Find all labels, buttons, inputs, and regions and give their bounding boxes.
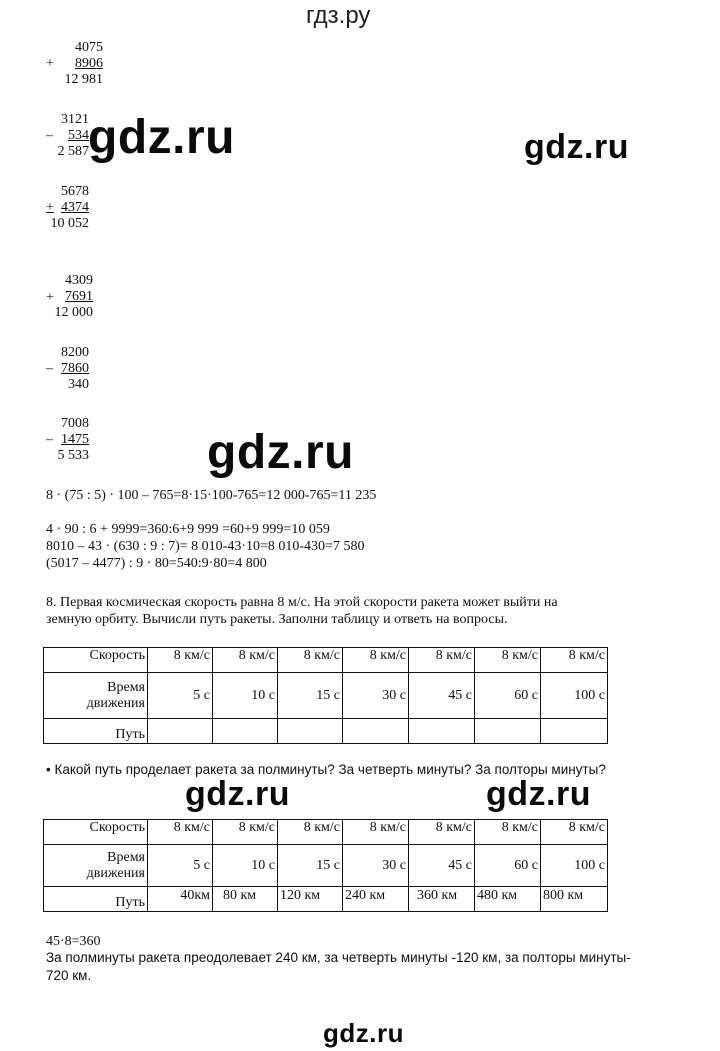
path-cell: 360 км bbox=[409, 887, 475, 912]
path-cell: 120 км bbox=[278, 887, 343, 912]
operator: + bbox=[46, 56, 54, 71]
time-cell: 5 с bbox=[148, 845, 213, 887]
path-cell-empty bbox=[213, 719, 278, 744]
operand-a: 8200 bbox=[61, 345, 89, 360]
time-cell: 10 с bbox=[213, 673, 278, 719]
watermark: gdz.ru bbox=[524, 128, 629, 166]
speed-cell: 8 км/с bbox=[409, 648, 475, 673]
watermark: gdz.ru bbox=[323, 1018, 404, 1048]
time-cell: 60 с bbox=[475, 845, 541, 887]
operand-a: 3121 bbox=[61, 112, 89, 127]
answer-calc: 45·8=360 bbox=[46, 934, 101, 949]
speed-cell: 8 км/с bbox=[148, 648, 213, 673]
operator: + bbox=[46, 200, 54, 215]
time-cell: 100 с bbox=[541, 845, 608, 887]
time-cell: 15 с bbox=[278, 673, 343, 719]
watermark: gdz.ru bbox=[185, 775, 290, 813]
path-cell: 480 км bbox=[475, 887, 541, 912]
path-cell-empty bbox=[409, 719, 475, 744]
speed-cell: 8 км/с bbox=[541, 648, 608, 673]
result: 340 bbox=[68, 377, 89, 392]
expression-line: (5017 – 4477) : 9 · 80=540:9·80=4 800 bbox=[46, 556, 267, 571]
question: • Какой путь проделает ракета за полминуты? За четверть минуты? За полторы минуты? bbox=[46, 762, 606, 777]
result: 12 981 bbox=[64, 72, 103, 87]
watermark: gdz.ru bbox=[486, 775, 591, 813]
task-text: земную орбиту. Вычисли путь ракеты. Заполни таблицу и ответь на вопросы. bbox=[46, 612, 508, 627]
path-cell: 80 км bbox=[213, 887, 278, 912]
speed-cell: 8 км/с bbox=[213, 820, 278, 845]
path-cell-empty bbox=[148, 719, 213, 744]
speed-table-filled bbox=[43, 819, 608, 912]
speed-cell: 8 км/с bbox=[475, 648, 541, 673]
operand-b: 1475 bbox=[61, 432, 89, 447]
expression-line: 8010 – 43 · (630 : 9 : 7)= 8 010-43·10=8 010-430=7 580 bbox=[46, 539, 365, 554]
operand-b: 7860 bbox=[61, 361, 89, 376]
operator: – bbox=[46, 361, 53, 376]
speed-cell: 8 км/с bbox=[278, 820, 343, 845]
operand-a: 4075 bbox=[75, 40, 103, 55]
result: 2 587 bbox=[57, 144, 89, 159]
time-cell: 45 с bbox=[409, 673, 475, 719]
speed-cell: 8 км/с bbox=[148, 820, 213, 845]
row-label-time: Время движения bbox=[44, 673, 148, 719]
row-label-path: Путь bbox=[44, 887, 148, 912]
row-label-time: Время движения bbox=[44, 845, 148, 887]
speed-cell: 8 км/с bbox=[475, 820, 541, 845]
speed-cell: 8 км/с bbox=[213, 648, 278, 673]
speed-cell: 8 км/с bbox=[278, 648, 343, 673]
row-label-path: Путь bbox=[44, 719, 148, 744]
path-cell: 800 км bbox=[541, 887, 608, 912]
result: 5 533 bbox=[57, 448, 89, 463]
operand-b: 8906 bbox=[75, 56, 103, 71]
time-cell: 100 с bbox=[541, 673, 608, 719]
speed-cell: 8 км/с bbox=[409, 820, 475, 845]
speed-table-empty bbox=[43, 647, 608, 744]
speed-cell: 8 км/с bbox=[343, 820, 409, 845]
operand-a: 7008 bbox=[61, 416, 89, 431]
path-cell-empty bbox=[278, 719, 343, 744]
path-cell-empty bbox=[343, 719, 409, 744]
watermark: gdz.ru bbox=[88, 111, 235, 164]
answer-text: 720 км. bbox=[46, 968, 92, 983]
operand-b: 534 bbox=[68, 128, 89, 143]
operator: – bbox=[46, 432, 53, 447]
row-label-speed: Скорость bbox=[44, 820, 148, 845]
answer-text: За полминуты ракета преодолевает 240 км, за четверть минуты -120 км, за полторы минуты- bbox=[46, 950, 631, 965]
path-cell-empty bbox=[475, 719, 541, 744]
time-cell: 45 с bbox=[409, 845, 475, 887]
result: 12 000 bbox=[54, 305, 93, 320]
operand-a: 5678 bbox=[61, 184, 89, 199]
operator: – bbox=[46, 128, 53, 143]
speed-cell: 8 км/с bbox=[541, 820, 608, 845]
task-text: 8. Первая космическая скорость равна 8 м/с. На этой скорости ракета может выйти на bbox=[46, 595, 558, 610]
operand-b: 7691 bbox=[65, 289, 93, 304]
time-cell: 15 с bbox=[278, 845, 343, 887]
expression-line: 4 · 90 : 6 + 9999=360:6+9 999 =60+9 999=10 059 bbox=[46, 522, 330, 537]
operator: + bbox=[46, 290, 54, 305]
time-cell: 5 с bbox=[148, 673, 213, 719]
row-label-speed: Скорость bbox=[44, 648, 148, 673]
result: 10 052 bbox=[50, 216, 89, 231]
time-cell: 60 с bbox=[475, 673, 541, 719]
time-cell: 30 с bbox=[343, 845, 409, 887]
site-header: гдз.ру bbox=[306, 2, 371, 29]
expression-line: 8 · (75 : 5) · 100 – 765=8·15·100-765=12 000-765=11 235 bbox=[46, 488, 377, 503]
operand-b: 4374 bbox=[61, 200, 89, 215]
speed-cell: 8 км/с bbox=[343, 648, 409, 673]
watermark: gdz.ru bbox=[207, 426, 354, 479]
operand-a: 4309 bbox=[65, 273, 93, 288]
path-cell: 40км bbox=[148, 887, 213, 912]
path-cell-empty bbox=[541, 719, 608, 744]
time-cell: 30 с bbox=[343, 673, 409, 719]
time-cell: 10 с bbox=[213, 845, 278, 887]
path-cell: 240 км bbox=[343, 887, 409, 912]
